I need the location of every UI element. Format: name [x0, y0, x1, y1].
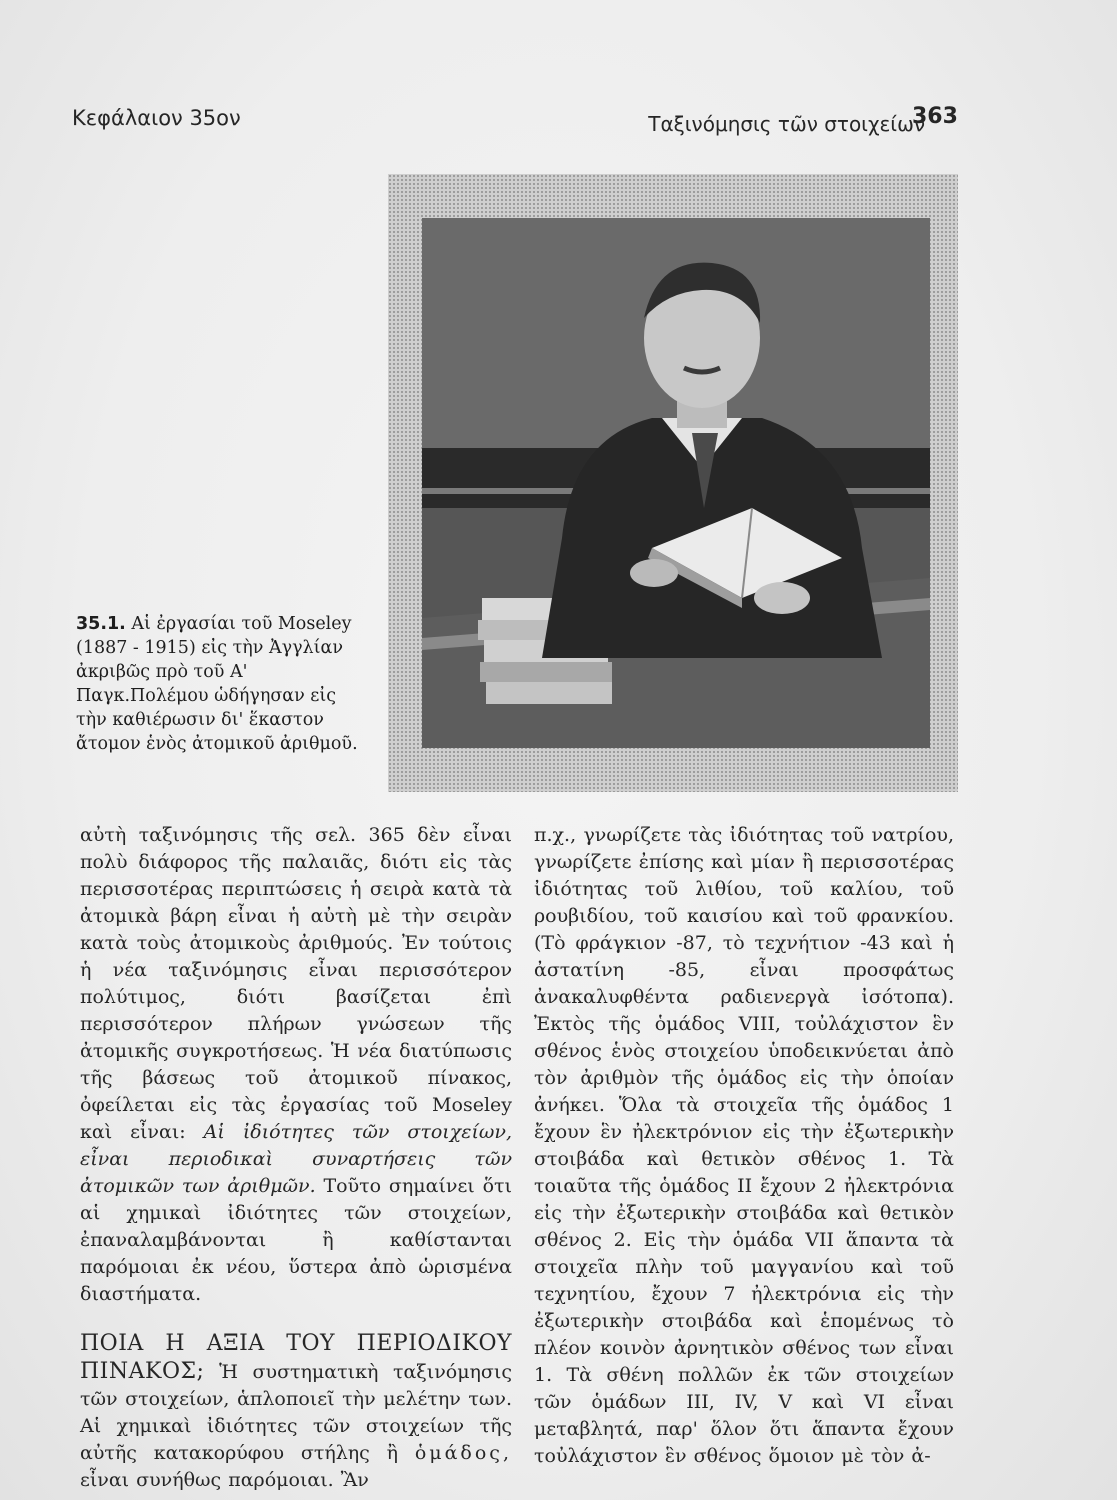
left-p2-spaced: ὁμάδος,	[414, 1442, 512, 1464]
left-p2-text-a: Ἡ συστηματικὴ ταξινόμησις τῶν στοιχείων, ἁπλοποιεῖ τὴν μελέτην των. Αἱ χημικαὶ ἰδιότητες τῶν στοιχείων τῆς αὐτῆς κατακορύφου στήλης ἢ	[80, 1361, 512, 1464]
figure-frame	[388, 174, 958, 792]
left-paragraph-1	[80, 822, 512, 1308]
section-title: Ταξινόμησις τῶν στοιχείων	[648, 112, 925, 136]
left-p1-text-a: αὐτὴ ταξινόμησις τῆς σελ. 365 δὲν εἶναι πολὺ διάφορος τῆς παλαιᾶς, διότι εἰς τὰς περισσοτέρας περιπτώσεις ἡ σειρὰ κατὰ τὰ ἀτομικὰ βάρη εἶναι ἡ αὐτὴ μὲ τὴν σειρὰν κατὰ τοὺς ἀτομικοὺς ἀριθμούς. Ἐν τούτοις ἡ νέα ταξινόμησις εἶναι περισσότερον πολύτιμος, διότι βασίζεται ἐπὶ περισσότερον πλήρων γνώσεων τῆς ἀτομικῆς συγκροτήσεως. Ἡ νέα διατύπωσις τῆς βάσεως τοῦ ἀτομικοῦ πίνακος, ὀφείλεται εἰς τὰς ἐργασίας τοῦ Moseley καὶ εἶναι:	[80, 824, 512, 1143]
right-column	[534, 822, 954, 1470]
running-header	[72, 106, 957, 140]
chapter-title: Κεφάλαιον 35ον	[72, 106, 241, 130]
left-p1-italic: Αἱ ἰδιότητες τῶν στοιχείων, εἶναι περιοδικαὶ συναρτήσεις τῶν ἀτομικῶν των ἀριθμῶν.	[80, 1121, 512, 1197]
left-p1-text-b: Τοῦτο σημαίνει ὅτι αἱ χημικαὶ ἰδιότητες τῶν στοιχείων, ἐπαναλαμβάνονται ἢ καθίστανται παρόμοιαι ἐκ νέου, ὕστερα ἀπὸ ὡρισμένα διαστήματα.	[80, 1175, 512, 1305]
caption-number: 35.1.	[76, 614, 126, 634]
left-paragraph-2	[80, 1330, 512, 1494]
left-column	[80, 822, 512, 1494]
section-heading: ΠΟΙΑ Η ΑΞΙΑ ΤΟΥ ΠΕΡΙΟΔΙΚΟΥ ΠΙΝΑΚΟΣ;	[80, 1331, 512, 1384]
figure-caption	[76, 612, 366, 756]
caption-text: Αἱ ἐργασίαι τοῦ Moseley (1887 - 1915) εἰς τὴν Ἀγγλίαν ἀκριβῶς πρὸ τοῦ Α' Παγκ.Πολέμου ὡδήγησαν εἰς τὴν καθιέρωσιν δι' ἕκαστον ἄτομον ἑνὸς ἀτομικοῦ ἀριθμοῦ.	[76, 614, 358, 754]
left-p2-text-b: εἶναι συνήθως παρόμοιαι. Ἂν	[80, 1469, 369, 1491]
moseley-photograph	[422, 218, 930, 748]
page-number: 363	[912, 104, 958, 129]
right-paragraph: π.χ., γνωρίζετε τὰς ἰδιότητας τοῦ νατρίου, γνωρίζετε ἐπίσης καὶ μίαν ἢ περισσοτέρας ἰδιότητας τοῦ λιθίου, τοῦ καλίου, τοῦ ρουβιδίου, τοῦ καισίου καὶ τοῦ φρανκίου. (Τὸ φράγκιον -87, τὸ τεχνήτιον -43 καὶ ἡ ἀστατίνη -85, εἶναι προσφάτως ἀνακαλυφθέντα ραδιενεργὰ ἰσότοπα). Ἐκτὸς τῆς ὁμάδος VIII, τοὐλάχιστον ἓν σθένος ἑνὸς στοιχείου ὑποδεικνύεται ἀπὸ τὸν ἀριθμὸν τῆς ὁμάδος εἰς τὴν ὁποίαν ἀνήκει. Ὅλα τὰ στοιχεῖα τῆς ὁμάδος 1 ἔχουν ἓν ἠλεκτρόνιον εἰς τὴν ἐξωτερικὴν στοιβάδα καὶ θετικὸν σθένος 1. Τὰ τοιαῦτα τῆς ὁμάδος II ἔχουν 2 ἠλεκτρόνια εἰς τὴν ἐξωτερικὴν στοιβάδα καὶ θετικὸν σθένος 2. Εἰς τὴν ὁμάδα VII ἅπαντα τὰ στοιχεῖα πλὴν τοῦ μαγγανίου καὶ τοῦ τεχνητίου, ἔχουν 7 ἠλεκτρόνια εἰς τὴν ἐξωτερικὴν στοιβάδα καὶ ἑπομένως τὸ πλέον κοινὸν ἀρνητικὸν σθένος των εἶναι 1. Τὰ σθένη πολλῶν ἐκ τῶν στοιχείων τῶν ὁμάδων III, IV, V καὶ VI εἶναι μεταβλητά, παρ' ὅλον ὅτι ἅπαντα ἔχουν τοὐλάχιστον ἓν σθένος ὅμοιον μὲ τὸν ἀ-	[534, 824, 954, 1467]
